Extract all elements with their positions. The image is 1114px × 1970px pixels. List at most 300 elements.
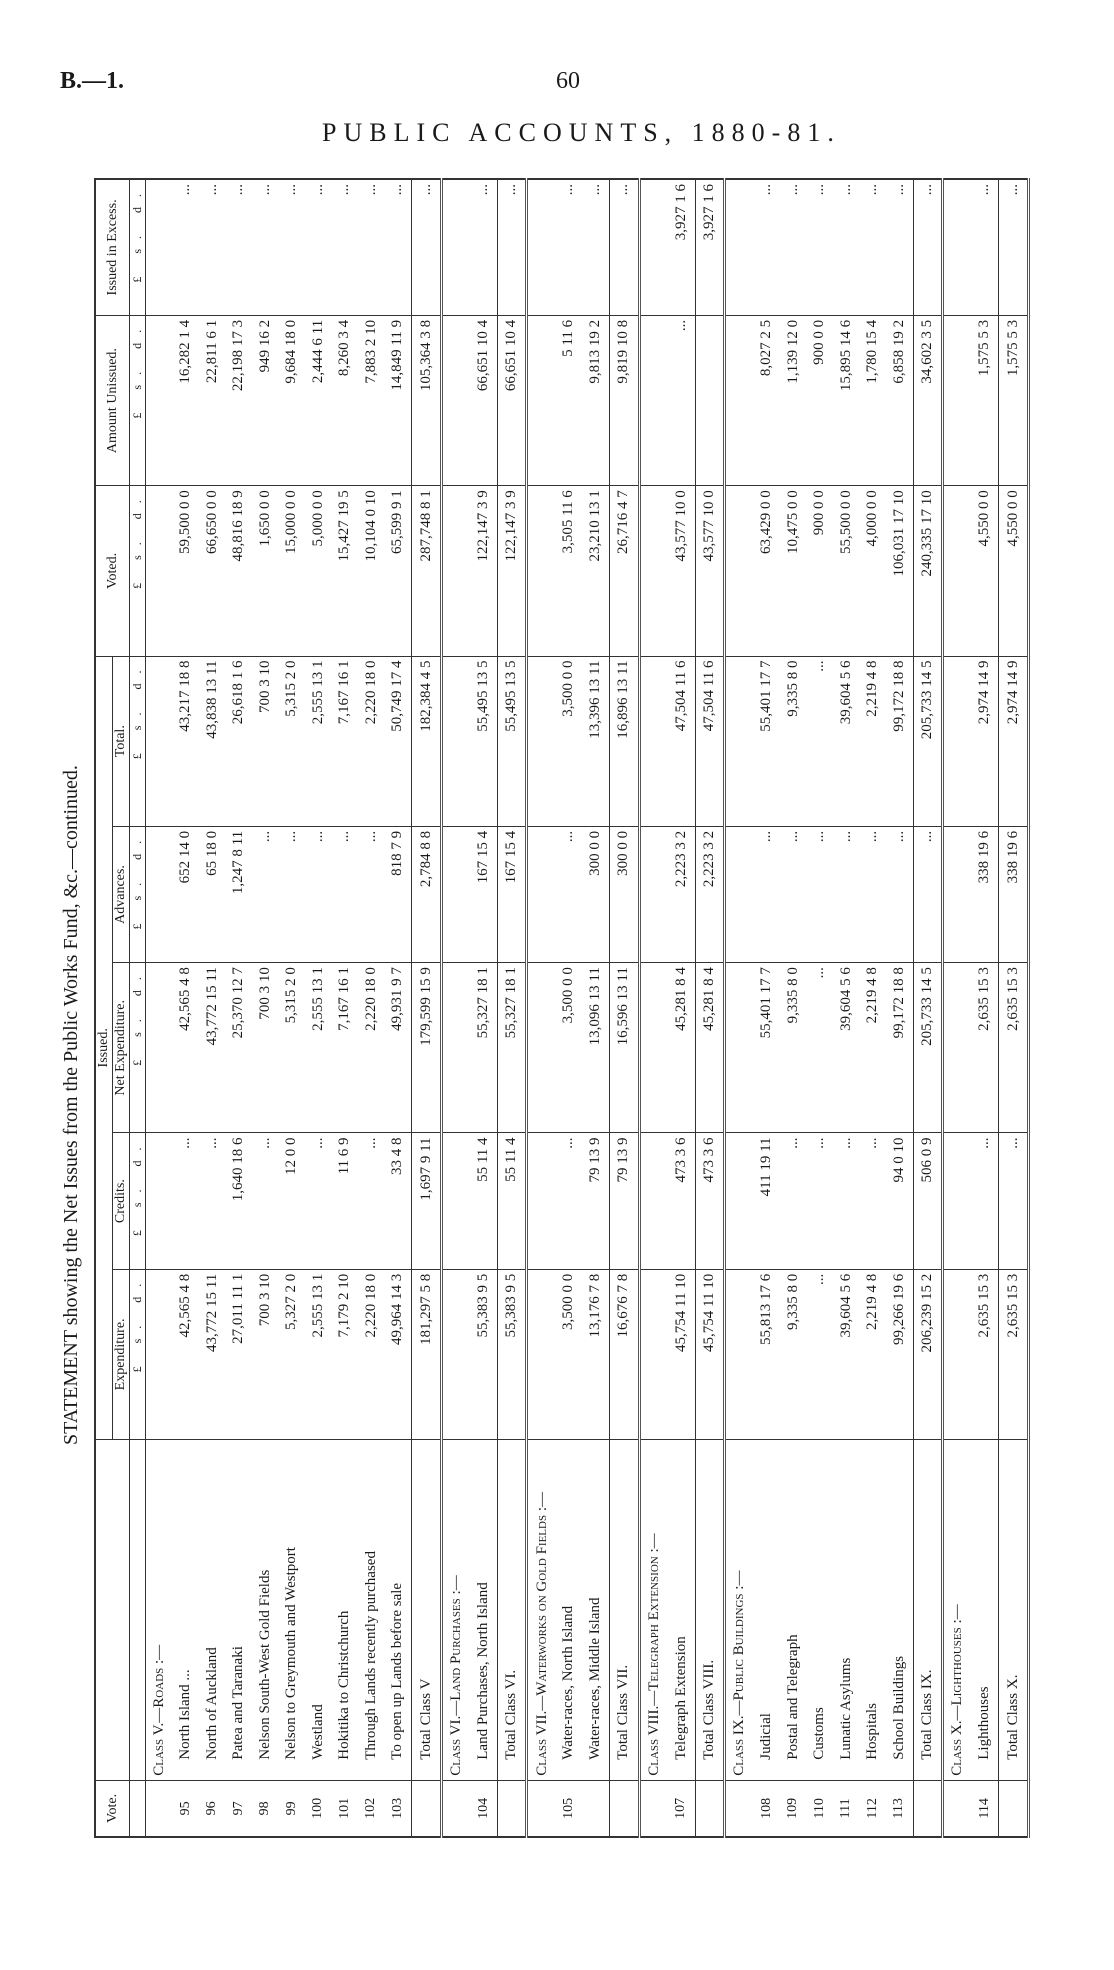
net-expenditure-cell: 3,500 0 0: [556, 963, 582, 1133]
vote-number: [695, 1780, 725, 1837]
page-title: PUBLIC ACCOUNTS, 1880-81.: [322, 118, 841, 147]
credits-cell: ...: [173, 1133, 199, 1269]
unissued-cell: 9,813 19 2: [582, 315, 609, 485]
excess-cell: 3,927 1 6: [695, 179, 725, 315]
excess-cell: ...: [226, 179, 252, 315]
voted-cell: 3,505 11 6: [556, 486, 582, 656]
page-number: 60: [556, 68, 580, 94]
advances-cell: ...: [753, 826, 779, 962]
expenditure-cell: 2,635 15 3: [999, 1269, 1029, 1439]
item-label: Patea and Taranaki: [226, 1440, 252, 1781]
unissued-cell: 2,444 6 11: [305, 315, 331, 485]
vote-number: [582, 1780, 609, 1837]
table-row: [199, 179, 225, 1837]
expenditure-cell: 43,772 15 11: [199, 1269, 225, 1439]
credits-cell: ...: [999, 1133, 1029, 1269]
unissued-cell: 7,883 2 10: [358, 315, 384, 485]
vote-number: [497, 1780, 527, 1837]
net-expenditure-cell: [943, 963, 972, 1133]
expenditure-cell: 206,239 15 2: [913, 1269, 943, 1439]
excess-cell: ...: [999, 179, 1029, 315]
expenditure-cell: 45,754 11 10: [695, 1269, 725, 1439]
vote-number: [441, 1780, 470, 1837]
excess-cell: ...: [279, 179, 305, 315]
expenditure-cell: 99,266 19 6: [886, 1269, 913, 1439]
class-heading-row: [725, 179, 754, 1837]
expenditure-cell: 49,964 14 3: [385, 1269, 412, 1439]
unissued-cell: [639, 315, 668, 485]
class-heading-row: [441, 179, 470, 1837]
unissued-cell: 6,858 19 2: [886, 315, 913, 485]
total-cell: 9,335 8 0: [780, 656, 806, 826]
excess-cell: ...: [173, 179, 199, 315]
class-total-row: [609, 179, 639, 1837]
expenditure-cell: 9,335 8 0: [780, 1269, 806, 1439]
unissued-cell: [695, 315, 725, 485]
advances-cell: [725, 826, 754, 962]
class-heading-row: [527, 179, 556, 1837]
class-total-row: [695, 179, 725, 1837]
net-expenditure-cell: 45,281 8 4: [668, 963, 695, 1133]
unit-lsd: £ s. d.: [130, 1133, 146, 1269]
total-cell: 47,504 11 6: [668, 656, 695, 826]
total-cell: 2,974 14 9: [971, 656, 998, 826]
net-expenditure-cell: 2,220 18 0: [358, 963, 384, 1133]
excess-cell: ...: [412, 179, 442, 315]
vote-number: 97: [226, 1780, 252, 1837]
net-expenditure-cell: 7,167 16 1: [332, 963, 358, 1133]
vote-number: 102: [358, 1780, 384, 1837]
unit-cell: [130, 1440, 146, 1781]
advances-cell: ...: [305, 826, 331, 962]
table-row: [385, 179, 412, 1837]
total-label: Total Class VIII.: [695, 1440, 725, 1781]
table-row: [332, 179, 358, 1837]
advances-cell: [146, 826, 173, 962]
total-cell: 2,974 14 9: [999, 656, 1029, 826]
credits-cell: 506 0 9: [913, 1133, 943, 1269]
expenditure-cell: [943, 1269, 972, 1439]
accounts-table: [94, 178, 1030, 1838]
unissued-cell: [146, 315, 173, 485]
net-expenditure-cell: 2,635 15 3: [999, 963, 1029, 1133]
col-unissued: Amount Unissued.: [95, 315, 130, 485]
net-expenditure-cell: 42,565 4 8: [173, 963, 199, 1133]
advances-cell: ...: [332, 826, 358, 962]
vote-number: [146, 1780, 173, 1837]
net-expenditure-cell: 43,772 15 11: [199, 963, 225, 1133]
voted-cell: [527, 486, 556, 656]
credits-cell: [725, 1133, 754, 1269]
vote-number: [527, 1780, 556, 1837]
voted-cell: 43,577 10 0: [668, 486, 695, 656]
vote-number: 105: [556, 1780, 582, 1837]
expenditure-cell: [725, 1269, 754, 1439]
credits-cell: 79 13 9: [582, 1133, 609, 1269]
expenditure-cell: 13,176 7 8: [582, 1269, 609, 1439]
voted-cell: 122,147 3 9: [470, 486, 497, 656]
credits-cell: 33 4 8: [385, 1133, 412, 1269]
total-cell: [725, 656, 754, 826]
table-row: [668, 179, 695, 1837]
table-row: [305, 179, 331, 1837]
unissued-cell: 5 11 6: [556, 315, 582, 485]
total-cell: 205,733 14 5: [913, 656, 943, 826]
net-expenditure-cell: 25,370 12 7: [226, 963, 252, 1133]
net-expenditure-cell: [639, 963, 668, 1133]
advances-cell: ...: [279, 826, 305, 962]
excess-cell: ...: [305, 179, 331, 315]
expenditure-cell: 700 3 10: [252, 1269, 278, 1439]
total-cell: 2,220 18 0: [358, 656, 384, 826]
total-cell: 5,315 2 0: [279, 656, 305, 826]
vote-number: 109: [780, 1780, 806, 1837]
expenditure-cell: 2,635 15 3: [971, 1269, 998, 1439]
item-label: Through Lands recently purchased: [358, 1440, 384, 1781]
expenditure-cell: 42,565 4 8: [173, 1269, 199, 1439]
vote-number: [943, 1780, 972, 1837]
unit-cell: [130, 1780, 146, 1837]
total-cell: 43,838 13 11: [199, 656, 225, 826]
col-issued: Issued.: [95, 656, 113, 1440]
vote-number: 95: [173, 1780, 199, 1837]
credits-cell: ...: [358, 1133, 384, 1269]
net-expenditure-cell: 55,327 18 1: [470, 963, 497, 1133]
credits-cell: [943, 1133, 972, 1269]
excess-cell: ...: [886, 179, 913, 315]
advances-cell: 300 0 0: [609, 826, 639, 962]
credits-cell: ...: [971, 1133, 998, 1269]
net-expenditure-cell: 49,931 9 7: [385, 963, 412, 1133]
vote-number: [913, 1780, 943, 1837]
excess-cell: ...: [199, 179, 225, 315]
credits-cell: 79 13 9: [609, 1133, 639, 1269]
net-expenditure-cell: 2,219 4 8: [859, 963, 885, 1133]
vote-number: 107: [668, 1780, 695, 1837]
total-label: Total Class IX.: [913, 1440, 943, 1781]
unissued-cell: 14,849 11 9: [385, 315, 412, 485]
net-expenditure-cell: 39,604 5 6: [833, 963, 859, 1133]
table-row: [252, 179, 278, 1837]
advances-cell: 65 18 0: [199, 826, 225, 962]
net-expenditure-cell: 5,315 2 0: [279, 963, 305, 1133]
voted-cell: [639, 486, 668, 656]
document-reference: B.—1.: [60, 68, 125, 94]
voted-cell: 15,427 19 5: [332, 486, 358, 656]
voted-cell: 4,550 0 0: [971, 486, 998, 656]
vote-number: [412, 1780, 442, 1837]
unissued-cell: 22,198 17 3: [226, 315, 252, 485]
voted-cell: 122,147 3 9: [497, 486, 527, 656]
total-cell: [441, 656, 470, 826]
table-row: [582, 179, 609, 1837]
net-expenditure-cell: [527, 963, 556, 1133]
unissued-cell: [527, 315, 556, 485]
expenditure-cell: ...: [806, 1269, 832, 1439]
net-expenditure-cell: 16,596 13 11: [609, 963, 639, 1133]
credits-cell: 94 0 10: [886, 1133, 913, 1269]
item-label: Water-races, Middle Island: [582, 1440, 609, 1781]
credits-cell: ...: [780, 1133, 806, 1269]
credits-cell: ...: [252, 1133, 278, 1269]
unissued-cell: 1,575 5 3: [971, 315, 998, 485]
class-heading-row: [146, 179, 173, 1837]
item-label: North Island ...: [173, 1440, 199, 1781]
voted-cell: 10,475 0 0: [780, 486, 806, 656]
excess-cell: ...: [913, 179, 943, 315]
unit-lsd: £ s. d.: [130, 656, 146, 826]
advances-cell: ...: [358, 826, 384, 962]
credits-cell: 12 0 0: [279, 1133, 305, 1269]
table-row: [886, 179, 913, 1837]
voted-cell: 23,210 13 1: [582, 486, 609, 656]
voted-cell: 240,335 17 10: [913, 486, 943, 656]
unissued-cell: 15,895 14 6: [833, 315, 859, 485]
unissued-cell: 1,139 12 0: [780, 315, 806, 485]
unissued-cell: 34,602 3 5: [913, 315, 943, 485]
col-advances: Advances.: [113, 826, 130, 962]
expenditure-cell: [639, 1269, 668, 1439]
item-label: Nelson to Greymouth and Westport: [279, 1440, 305, 1781]
voted-cell: 4,550 0 0: [999, 486, 1029, 656]
unissued-cell: 66,651 10 4: [470, 315, 497, 485]
item-label: Hospitals: [859, 1440, 885, 1781]
excess-cell: ...: [470, 179, 497, 315]
unissued-cell: 66,651 10 4: [497, 315, 527, 485]
expenditure-cell: 55,813 17 6: [753, 1269, 779, 1439]
vote-number: 112: [859, 1780, 885, 1837]
vote-number: [609, 1780, 639, 1837]
voted-cell: 26,716 4 7: [609, 486, 639, 656]
excess-cell: ...: [556, 179, 582, 315]
voted-cell: [725, 486, 754, 656]
unissued-cell: 8,260 3 4: [332, 315, 358, 485]
class-heading: Class X.—Lighthouses :—: [943, 1440, 972, 1781]
vote-number: 111: [833, 1780, 859, 1837]
excess-cell: ...: [497, 179, 527, 315]
table-body: [146, 179, 1029, 1837]
total-cell: 2,555 13 1: [305, 656, 331, 826]
vote-number: 100: [305, 1780, 331, 1837]
voted-cell: 66,650 0 0: [199, 486, 225, 656]
total-cell: 182,384 4 5: [412, 656, 442, 826]
table-row: [358, 179, 384, 1837]
excess-cell: ...: [252, 179, 278, 315]
expenditure-cell: 55,383 9 5: [470, 1269, 497, 1439]
expenditure-cell: [146, 1269, 173, 1439]
net-expenditure-cell: 700 3 10: [252, 963, 278, 1133]
advances-cell: ...: [833, 826, 859, 962]
credits-cell: 411 19 11: [753, 1133, 779, 1269]
class-heading: Class VIII.—Telegraph Extension :—: [639, 1440, 668, 1781]
expenditure-cell: 2,555 13 1: [305, 1269, 331, 1439]
table-row: [780, 179, 806, 1837]
expenditure-cell: 27,011 11 1: [226, 1269, 252, 1439]
net-expenditure-cell: 205,733 14 5: [913, 963, 943, 1133]
unissued-cell: 9,684 18 0: [279, 315, 305, 485]
advances-cell: 1,247 8 11: [226, 826, 252, 962]
table-row: [859, 179, 885, 1837]
excess-cell: ...: [385, 179, 412, 315]
excess-cell: [146, 179, 173, 315]
advances-cell: 338 19 6: [971, 826, 998, 962]
item-label: Telegraph Extension: [668, 1440, 695, 1781]
class-total-row: [412, 179, 442, 1837]
total-cell: ...: [806, 656, 832, 826]
voted-cell: [943, 486, 972, 656]
total-cell: 99,172 18 8: [886, 656, 913, 826]
credits-cell: 473 3 6: [695, 1133, 725, 1269]
voted-cell: 106,031 17 10: [886, 486, 913, 656]
unissued-cell: 900 0 0: [806, 315, 832, 485]
advances-cell: 300 0 0: [582, 826, 609, 962]
excess-cell: [943, 179, 972, 315]
vote-number: 108: [753, 1780, 779, 1837]
advances-cell: [441, 826, 470, 962]
total-cell: 47,504 11 6: [695, 656, 725, 826]
total-cell: 55,495 13 5: [497, 656, 527, 826]
unissued-cell: 105,364 3 8: [412, 315, 442, 485]
unit-lsd: £ s. d.: [130, 315, 146, 485]
col-excess: Issued in Excess.: [95, 179, 130, 315]
total-cell: 2,219 4 8: [859, 656, 885, 826]
net-expenditure-cell: 13,096 13 11: [582, 963, 609, 1133]
accounts-table-container: [94, 178, 1030, 1838]
net-expenditure-cell: 2,635 15 3: [971, 963, 998, 1133]
item-label: Nelson South-West Gold Fields: [252, 1440, 278, 1781]
class-heading: Class VI.—Land Purchases :—: [441, 1440, 470, 1781]
voted-cell: [146, 486, 173, 656]
credits-cell: 55 11 4: [470, 1133, 497, 1269]
unissued-cell: 1,780 15 4: [859, 315, 885, 485]
unit-lsd: £ s. d.: [130, 1269, 146, 1439]
total-cell: 50,749 17 4: [385, 656, 412, 826]
statement-caption: STATEMENT showing the Net Issues from the Public Works Fund, &c.—continued.: [60, 765, 82, 1445]
credits-cell: [527, 1133, 556, 1269]
col-expenditure: Expenditure.: [113, 1269, 130, 1439]
excess-cell: ...: [358, 179, 384, 315]
excess-cell: 3,927 1 6: [668, 179, 695, 315]
advances-cell: [943, 826, 972, 962]
excess-cell: [725, 179, 754, 315]
advances-cell: 2,223 3 2: [668, 826, 695, 962]
vote-number: 103: [385, 1780, 412, 1837]
item-label: Hokitika to Christchurch: [332, 1440, 358, 1781]
unissued-cell: 1,575 5 3: [999, 315, 1029, 485]
col-total: Total.: [113, 656, 130, 826]
table-row: [833, 179, 859, 1837]
total-cell: 55,401 17 7: [753, 656, 779, 826]
advances-cell: ...: [780, 826, 806, 962]
vote-number: 114: [971, 1780, 998, 1837]
voted-cell: 15,000 0 0: [279, 486, 305, 656]
advances-cell: 2,784 8 8: [412, 826, 442, 962]
net-expenditure-cell: 45,281 8 4: [695, 963, 725, 1133]
excess-cell: ...: [332, 179, 358, 315]
excess-cell: ...: [833, 179, 859, 315]
table-row: [173, 179, 199, 1837]
total-cell: 7,167 16 1: [332, 656, 358, 826]
unissued-cell: 9,819 10 8: [609, 315, 639, 485]
vote-number: [999, 1780, 1029, 1837]
total-cell: [527, 656, 556, 826]
voted-cell: 900 0 0: [806, 486, 832, 656]
expenditure-cell: 5,327 2 0: [279, 1269, 305, 1439]
item-label: Land Purchases, North Island: [470, 1440, 497, 1781]
voted-cell: 55,500 0 0: [833, 486, 859, 656]
credits-cell: 55 11 4: [497, 1133, 527, 1269]
total-cell: [943, 656, 972, 826]
class-heading: Class V.—Roads :—: [146, 1440, 173, 1781]
item-label: Water-races, North Island: [556, 1440, 582, 1781]
voted-cell: 48,816 18 9: [226, 486, 252, 656]
advances-cell: ...: [913, 826, 943, 962]
voted-cell: 287,748 8 1: [412, 486, 442, 656]
advances-cell: 818 7 9: [385, 826, 412, 962]
expenditure-cell: 2,220 18 0: [358, 1269, 384, 1439]
col-net-expenditure: Net Expenditure.: [113, 963, 130, 1133]
net-expenditure-cell: [441, 963, 470, 1133]
net-expenditure-cell: [725, 963, 754, 1133]
class-total-row: [999, 179, 1029, 1837]
advances-cell: ...: [859, 826, 885, 962]
voted-cell: 10,104 0 10: [358, 486, 384, 656]
vote-number: 110: [806, 1780, 832, 1837]
unissued-cell: 8,027 2 5: [753, 315, 779, 485]
total-cell: 39,604 5 6: [833, 656, 859, 826]
excess-cell: ...: [609, 179, 639, 315]
col-voted: Voted.: [95, 486, 130, 656]
unissued-cell: ...: [668, 315, 695, 485]
total-cell: 43,217 18 8: [173, 656, 199, 826]
table-row: [806, 179, 832, 1837]
excess-cell: ...: [971, 179, 998, 315]
credits-cell: [441, 1133, 470, 1269]
unissued-cell: 22,811 6 1: [199, 315, 225, 485]
class-heading: Class VII.—Waterworks on Gold Fields :—: [527, 1440, 556, 1781]
vote-number: 104: [470, 1780, 497, 1837]
voted-cell: 1,650 0 0: [252, 486, 278, 656]
total-label: Total Class X.: [999, 1440, 1029, 1781]
credits-cell: 11 6 9: [332, 1133, 358, 1269]
item-label: Westland: [305, 1440, 331, 1781]
credits-cell: 1,697 9 11: [412, 1133, 442, 1269]
class-total-row: [497, 179, 527, 1837]
net-expenditure-cell: 9,335 8 0: [780, 963, 806, 1133]
table-row: [753, 179, 779, 1837]
vote-number: 96: [199, 1780, 225, 1837]
expenditure-cell: 45,754 11 10: [668, 1269, 695, 1439]
unit-lsd: £ s. d.: [130, 179, 146, 315]
advances-cell: [639, 826, 668, 962]
advances-cell: [527, 826, 556, 962]
table-row: [226, 179, 252, 1837]
voted-cell: 5,000 0 0: [305, 486, 331, 656]
class-total-row: [913, 179, 943, 1837]
table-row: [556, 179, 582, 1837]
unissued-cell: [943, 315, 972, 485]
unissued-cell: 16,282 1 4: [173, 315, 199, 485]
advances-cell: 167 15 4: [470, 826, 497, 962]
voted-cell: 63,429 0 0: [753, 486, 779, 656]
total-cell: [146, 656, 173, 826]
excess-cell: ...: [753, 179, 779, 315]
expenditure-cell: 39,604 5 6: [833, 1269, 859, 1439]
net-expenditure-cell: 55,401 17 7: [753, 963, 779, 1133]
unit-lsd: £ s. d.: [130, 486, 146, 656]
item-label: Customs: [806, 1440, 832, 1781]
net-expenditure-cell: ...: [806, 963, 832, 1133]
